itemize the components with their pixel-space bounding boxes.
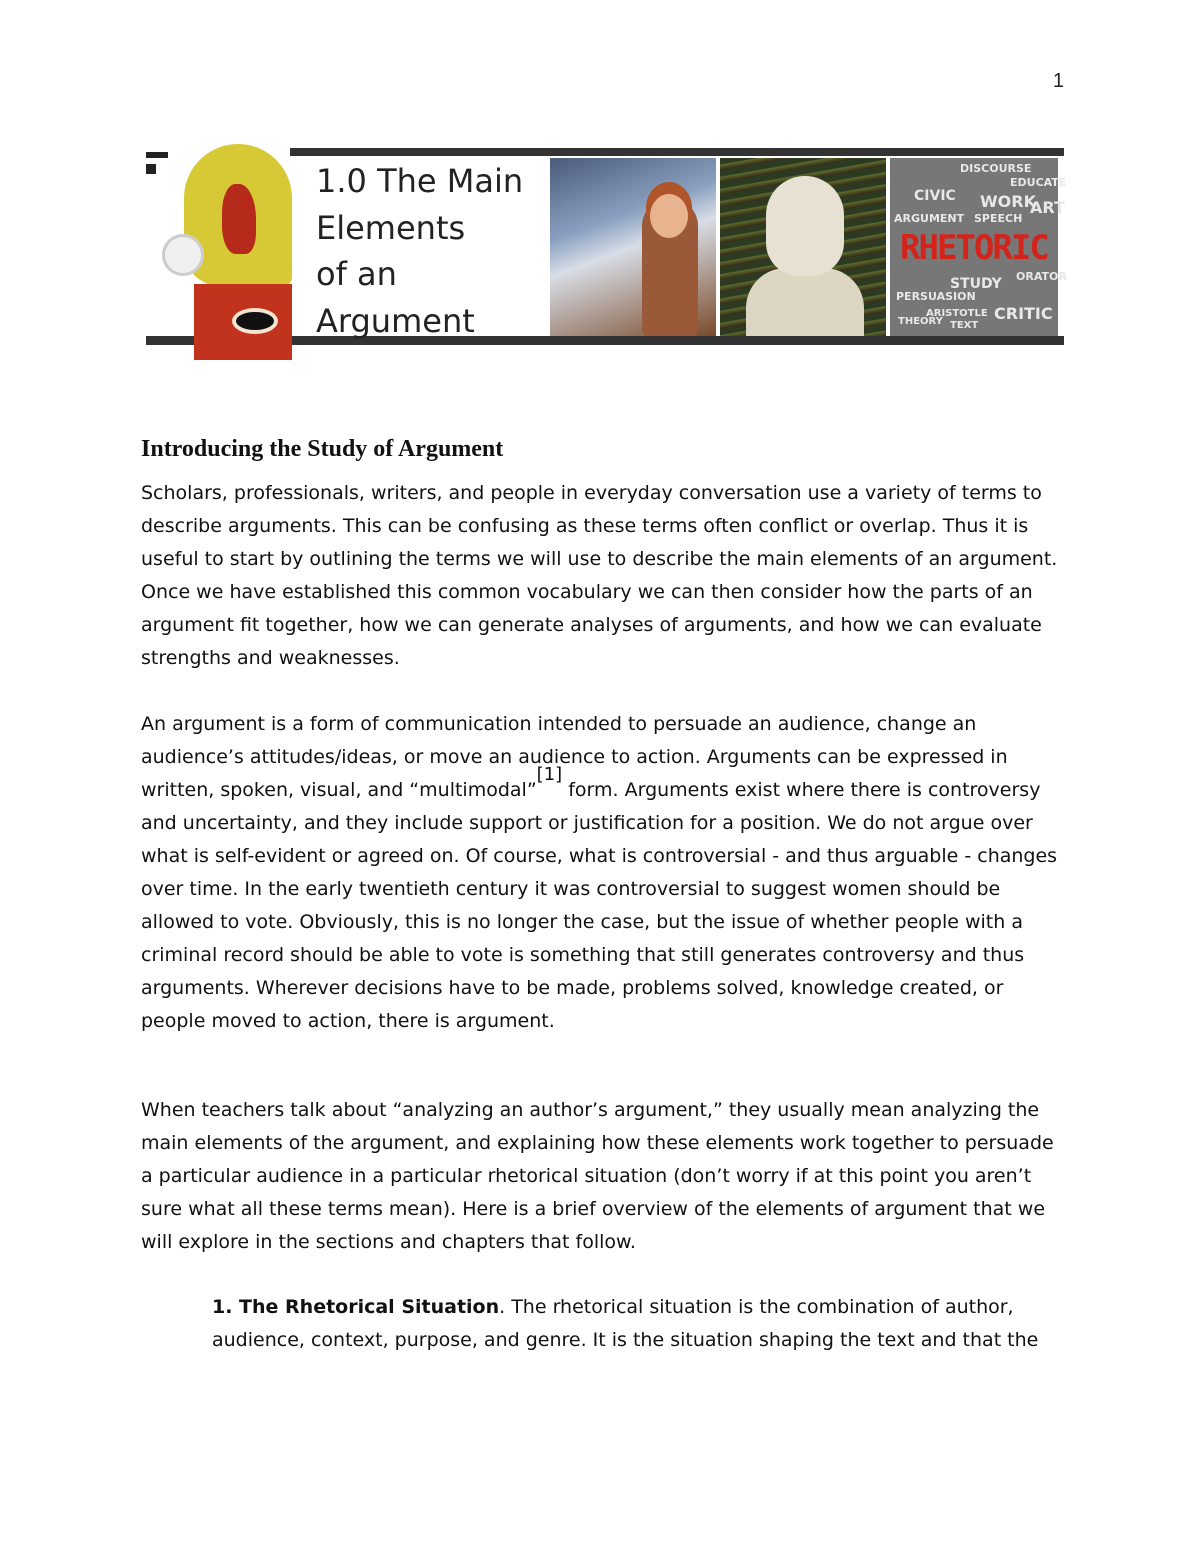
- word-cloud-word: PERSUASION: [896, 290, 976, 303]
- banner-collage-image: [154, 144, 292, 360]
- banner-word-cloud-image: [890, 158, 1067, 336]
- word-cloud-word: WORK: [980, 192, 1036, 211]
- banner-teacher-photo: [550, 158, 716, 336]
- banner-top-bar: [290, 148, 1064, 156]
- paragraph-text: An argument is a form of communication intended to persuade an audience, change an audience’s attitudes/ideas, or move an audience to action. Arguments can be expressed in written, spoken, visual, and “multimodal”: [141, 713, 1008, 801]
- word-cloud-word: ARGUMENT: [894, 212, 965, 225]
- word-cloud-word: EDUCATE: [1010, 176, 1067, 189]
- paragraph-text: form. Arguments exist where there is controversy and uncertainty, and they include support or justification for a position. We do not argue over what is self-evident or agreed on. Of course, what is controversial - and thus arguable - changes over time. In the early twentieth century it was controversial to suggest women should be allowed to vote. Obviously, this is no longer the case, but the issue of whether people with a criminal record should be able to vote is something that still generates controversy and thus arguments. Wherever decisions have to be made, problems solved, knowledge created, or people moved to action, there is argument.: [141, 779, 1058, 1032]
- word-cloud-word: STUDY: [950, 276, 1002, 292]
- banner-aristotle-bust-photo: [720, 158, 886, 336]
- word-cloud-word: ARISTOTLE: [926, 308, 988, 319]
- banner-title-line-2: Elements: [316, 208, 466, 247]
- word-cloud-word: CRITIC: [994, 304, 1053, 323]
- body-paragraph: [141, 708, 1071, 1038]
- chapter-banner: [140, 140, 1067, 362]
- word-cloud-main-word: RHETORIC: [900, 228, 1048, 268]
- word-cloud-word: CIVIC: [914, 188, 956, 204]
- word-cloud-word: DISCOURSE: [960, 162, 1032, 175]
- list-item-label: 1. The Rhetorical Situation: [212, 1296, 500, 1318]
- banner-title-line-1: 1.0 The Main: [316, 162, 524, 200]
- body-paragraph: Scholars, professionals, writers, and people in everyday conversation use a variety of terms to describe arguments. This can be confusing as these terms often conflict or overlap. Thus it is useful to start by outlining the terms we will use to describe the main elements of an argument. Once we have established this common vocabulary we can then consider how the parts of an argument fit together, how we can generate analyses of arguments, and how we can evaluate strengths and weaknesses.: [141, 482, 1058, 669]
- banner-title-line-4: Argument: [316, 301, 475, 340]
- list-item-text: . The rhetorical situation is the combination of author, audience, context, purpose, and genre. It is the situation shaping the text and that the: [212, 1296, 1039, 1351]
- banner-title-line-3: of an: [316, 255, 397, 293]
- page-number: 1: [1052, 70, 1064, 92]
- word-cloud-word: THEORY: [898, 316, 943, 327]
- banner-title: [298, 158, 544, 340]
- list-item: [212, 1291, 1072, 1357]
- body-paragraph: When teachers talk about “analyzing an author’s argument,” they usually mean analyzing the main elements of the argument, and explaining how these elements work together to persuade a particular audience in a particular rhetorical situation (don’t worry if at this point you aren’t sure what all these terms mean). Here is a brief overview of the elements of argument that we will explore in the sections and chapters that follow.: [141, 1099, 1054, 1253]
- word-cloud-word: ORATOR: [1016, 270, 1067, 283]
- section-heading: Introducing the Study of Argument: [141, 436, 504, 462]
- word-cloud-word: TEXT: [950, 320, 979, 331]
- word-cloud-word: ART: [1030, 198, 1065, 217]
- word-cloud-word: SPEECH: [974, 212, 1023, 225]
- footnote-reference[interactable]: [1]: [536, 764, 563, 785]
